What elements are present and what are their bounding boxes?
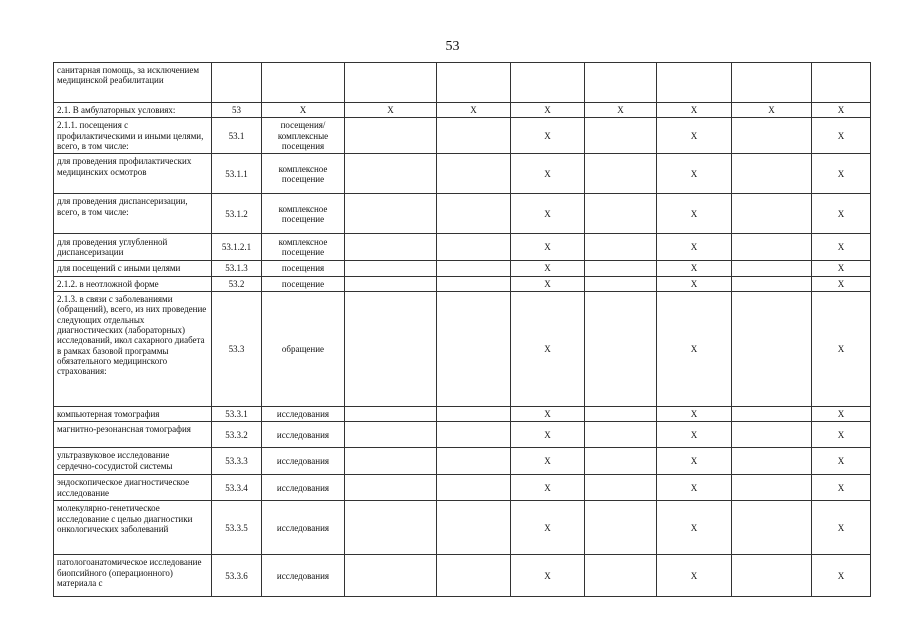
row-name-cell: 2.1.3. в связи с заболеваниями (обращений), всего, из них проведение следующих отдельных диагностических (лабораторных) исследований, икол сахарного диабета в рамках базовой программы обязательного медицинского страхования: xyxy=(54,292,212,407)
table-row xyxy=(54,103,871,118)
row-number-cell: 53.3.1 xyxy=(212,407,262,422)
row-number-cell: 53.1.2.1 xyxy=(212,234,262,261)
services-table xyxy=(53,62,871,597)
row-mark-cell: X xyxy=(511,103,585,118)
row-mark-cell: X xyxy=(657,475,732,501)
row-unit-cell: комплексное посещение xyxy=(262,154,345,194)
row-mark-cell xyxy=(732,118,812,154)
row-mark-cell: X xyxy=(657,194,732,234)
row-mark-cell: X xyxy=(511,448,585,475)
row-unit-cell xyxy=(262,63,345,103)
row-mark-cell: X xyxy=(657,448,732,475)
row-mark-cell xyxy=(732,475,812,501)
row-mark-cell xyxy=(345,555,437,597)
row-mark-cell: X xyxy=(657,422,732,448)
page-number: 53 xyxy=(445,39,460,54)
row-mark-cell xyxy=(585,194,657,234)
row-name-cell: 2.1.1. посещения с профилактическими и иными целями, всего, в том числе: xyxy=(54,118,212,154)
row-mark-cell: X xyxy=(657,261,732,276)
row-mark-cell xyxy=(732,448,812,475)
row-name-cell: для проведения углубленной диспансеризации xyxy=(54,234,212,261)
row-mark-cell xyxy=(437,118,511,154)
row-mark-cell: X xyxy=(511,194,585,234)
row-mark-cell xyxy=(585,234,657,261)
row-mark-cell xyxy=(585,292,657,407)
row-mark-cell: X xyxy=(511,234,585,261)
row-mark-cell xyxy=(585,154,657,194)
row-number-cell: 53.1 xyxy=(212,118,262,154)
row-unit-cell: обращение xyxy=(262,292,345,407)
row-mark-cell: X xyxy=(812,154,871,194)
row-mark-cell xyxy=(345,422,437,448)
row-mark-cell xyxy=(812,63,871,103)
row-mark-cell: X xyxy=(657,103,732,118)
row-mark-cell: X xyxy=(657,407,732,422)
row-mark-cell: X xyxy=(511,261,585,276)
row-mark-cell: X xyxy=(657,501,732,555)
row-mark-cell: X xyxy=(812,501,871,555)
row-mark-cell: X xyxy=(812,261,871,276)
table-row xyxy=(54,276,871,291)
row-unit-cell: исследования xyxy=(262,555,345,597)
row-unit-cell: исследования xyxy=(262,501,345,555)
row-number-cell: 53.3.6 xyxy=(212,555,262,597)
row-unit-cell: исследования xyxy=(262,422,345,448)
row-unit-cell: посещение xyxy=(262,276,345,291)
row-mark-cell xyxy=(345,63,437,103)
row-number-cell xyxy=(212,63,262,103)
row-mark-cell xyxy=(732,63,812,103)
row-mark-cell xyxy=(732,261,812,276)
table-body xyxy=(54,63,871,597)
row-mark-cell xyxy=(345,448,437,475)
row-mark-cell: X xyxy=(511,118,585,154)
row-mark-cell xyxy=(657,63,732,103)
row-number-cell: 53.1.1 xyxy=(212,154,262,194)
row-mark-cell xyxy=(511,63,585,103)
row-mark-cell: X xyxy=(657,118,732,154)
row-mark-cell xyxy=(437,501,511,555)
row-unit-cell: комплексное посещение xyxy=(262,234,345,261)
row-mark-cell: X xyxy=(812,422,871,448)
table-row xyxy=(54,63,871,103)
row-name-cell: патологоанатомическое исследование биопсийного (операционного) материала с xyxy=(54,555,212,597)
table-row xyxy=(54,118,871,154)
row-mark-cell xyxy=(732,154,812,194)
row-mark-cell: X xyxy=(511,407,585,422)
row-mark-cell: X xyxy=(657,292,732,407)
row-mark-cell xyxy=(437,555,511,597)
row-mark-cell: X xyxy=(511,292,585,407)
row-mark-cell: X xyxy=(732,103,812,118)
row-mark-cell: X xyxy=(511,276,585,291)
row-name-cell: для проведения диспансеризации, всего, в том числе: xyxy=(54,194,212,234)
table-row xyxy=(54,501,871,555)
row-mark-cell: X xyxy=(511,422,585,448)
row-mark-cell: X xyxy=(657,555,732,597)
row-mark-cell: X xyxy=(511,154,585,194)
row-number-cell: 53.3 xyxy=(212,292,262,407)
row-name-cell: магнитно-резонансная томография xyxy=(54,422,212,448)
row-mark-cell: X xyxy=(812,448,871,475)
row-unit-cell: посещения xyxy=(262,261,345,276)
row-name-cell: санитарная помощь, за исключением медицинской реабилитации xyxy=(54,63,212,103)
row-mark-cell xyxy=(437,407,511,422)
row-mark-cell xyxy=(585,448,657,475)
row-mark-cell xyxy=(437,194,511,234)
row-mark-cell xyxy=(585,276,657,291)
row-mark-cell xyxy=(437,154,511,194)
row-number-cell: 53.1.2 xyxy=(212,194,262,234)
table-row xyxy=(54,475,871,501)
row-unit-cell: X xyxy=(262,103,345,118)
row-mark-cell xyxy=(345,154,437,194)
row-mark-cell xyxy=(732,276,812,291)
row-mark-cell xyxy=(732,422,812,448)
row-mark-cell xyxy=(345,475,437,501)
row-name-cell: для посещений с иными целями xyxy=(54,261,212,276)
row-mark-cell xyxy=(585,475,657,501)
row-mark-cell xyxy=(437,234,511,261)
row-number-cell: 53.3.4 xyxy=(212,475,262,501)
row-mark-cell xyxy=(585,422,657,448)
row-mark-cell: X xyxy=(437,103,511,118)
row-mark-cell xyxy=(437,448,511,475)
row-unit-cell: комплексное посещение xyxy=(262,194,345,234)
row-unit-cell: исследования xyxy=(262,448,345,475)
row-mark-cell: X xyxy=(812,292,871,407)
row-mark-cell: X xyxy=(812,103,871,118)
row-mark-cell: X xyxy=(345,103,437,118)
row-mark-cell xyxy=(437,276,511,291)
row-mark-cell xyxy=(437,261,511,276)
row-number-cell: 53.2 xyxy=(212,276,262,291)
row-name-cell: эндоскопическое диагностическое исследование xyxy=(54,475,212,501)
row-number-cell: 53.3.2 xyxy=(212,422,262,448)
row-mark-cell xyxy=(732,555,812,597)
row-mark-cell xyxy=(345,194,437,234)
table-row xyxy=(54,234,871,261)
row-mark-cell: X xyxy=(657,234,732,261)
row-mark-cell xyxy=(345,234,437,261)
row-unit-cell: посещения/комплексные посещения xyxy=(262,118,345,154)
row-mark-cell: X xyxy=(657,276,732,291)
row-mark-cell: X xyxy=(812,194,871,234)
row-mark-cell: X xyxy=(812,407,871,422)
row-mark-cell xyxy=(437,63,511,103)
row-name-cell: для проведения профилактических медицинских осмотров xyxy=(54,154,212,194)
table-row xyxy=(54,448,871,475)
row-number-cell: 53 xyxy=(212,103,262,118)
row-mark-cell: X xyxy=(812,234,871,261)
row-mark-cell xyxy=(585,501,657,555)
row-mark-cell: X xyxy=(511,501,585,555)
row-mark-cell: X xyxy=(812,475,871,501)
row-mark-cell xyxy=(437,292,511,407)
row-mark-cell: X xyxy=(657,154,732,194)
row-mark-cell xyxy=(585,118,657,154)
table-row xyxy=(54,292,871,407)
row-number-cell: 53.3.5 xyxy=(212,501,262,555)
row-mark-cell: X xyxy=(812,276,871,291)
row-mark-cell xyxy=(345,501,437,555)
table-row xyxy=(54,407,871,422)
row-number-cell: 53.3.3 xyxy=(212,448,262,475)
row-mark-cell xyxy=(585,407,657,422)
row-mark-cell: X xyxy=(511,555,585,597)
row-mark-cell xyxy=(732,501,812,555)
row-mark-cell: X xyxy=(812,555,871,597)
row-number-cell: 53.1.3 xyxy=(212,261,262,276)
row-mark-cell xyxy=(345,276,437,291)
row-mark-cell xyxy=(345,118,437,154)
row-mark-cell xyxy=(732,292,812,407)
row-mark-cell xyxy=(345,407,437,422)
table-row xyxy=(54,154,871,194)
table-row xyxy=(54,261,871,276)
row-name-cell: молекулярно-генетическое исследование с целью диагностики онкологических заболеваний xyxy=(54,501,212,555)
row-mark-cell xyxy=(437,422,511,448)
table-row xyxy=(54,422,871,448)
row-mark-cell xyxy=(585,261,657,276)
row-mark-cell xyxy=(345,261,437,276)
row-mark-cell xyxy=(585,555,657,597)
row-mark-cell xyxy=(732,407,812,422)
row-mark-cell: X xyxy=(585,103,657,118)
row-unit-cell: исследования xyxy=(262,407,345,422)
row-mark-cell: X xyxy=(511,475,585,501)
row-name-cell: компьютерная томография xyxy=(54,407,212,422)
row-mark-cell xyxy=(585,63,657,103)
table-row xyxy=(54,194,871,234)
row-unit-cell: исследования xyxy=(262,475,345,501)
row-mark-cell xyxy=(732,234,812,261)
row-mark-cell xyxy=(732,194,812,234)
table-row xyxy=(54,555,871,597)
row-name-cell: 2.1. В амбулаторных условиях: xyxy=(54,103,212,118)
row-mark-cell xyxy=(437,475,511,501)
row-mark-cell: X xyxy=(812,118,871,154)
row-name-cell: ультразвуковое исследование сердечно-сосудистой системы xyxy=(54,448,212,475)
row-mark-cell xyxy=(345,292,437,407)
row-name-cell: 2.1.2. в неотложной форме xyxy=(54,276,212,291)
